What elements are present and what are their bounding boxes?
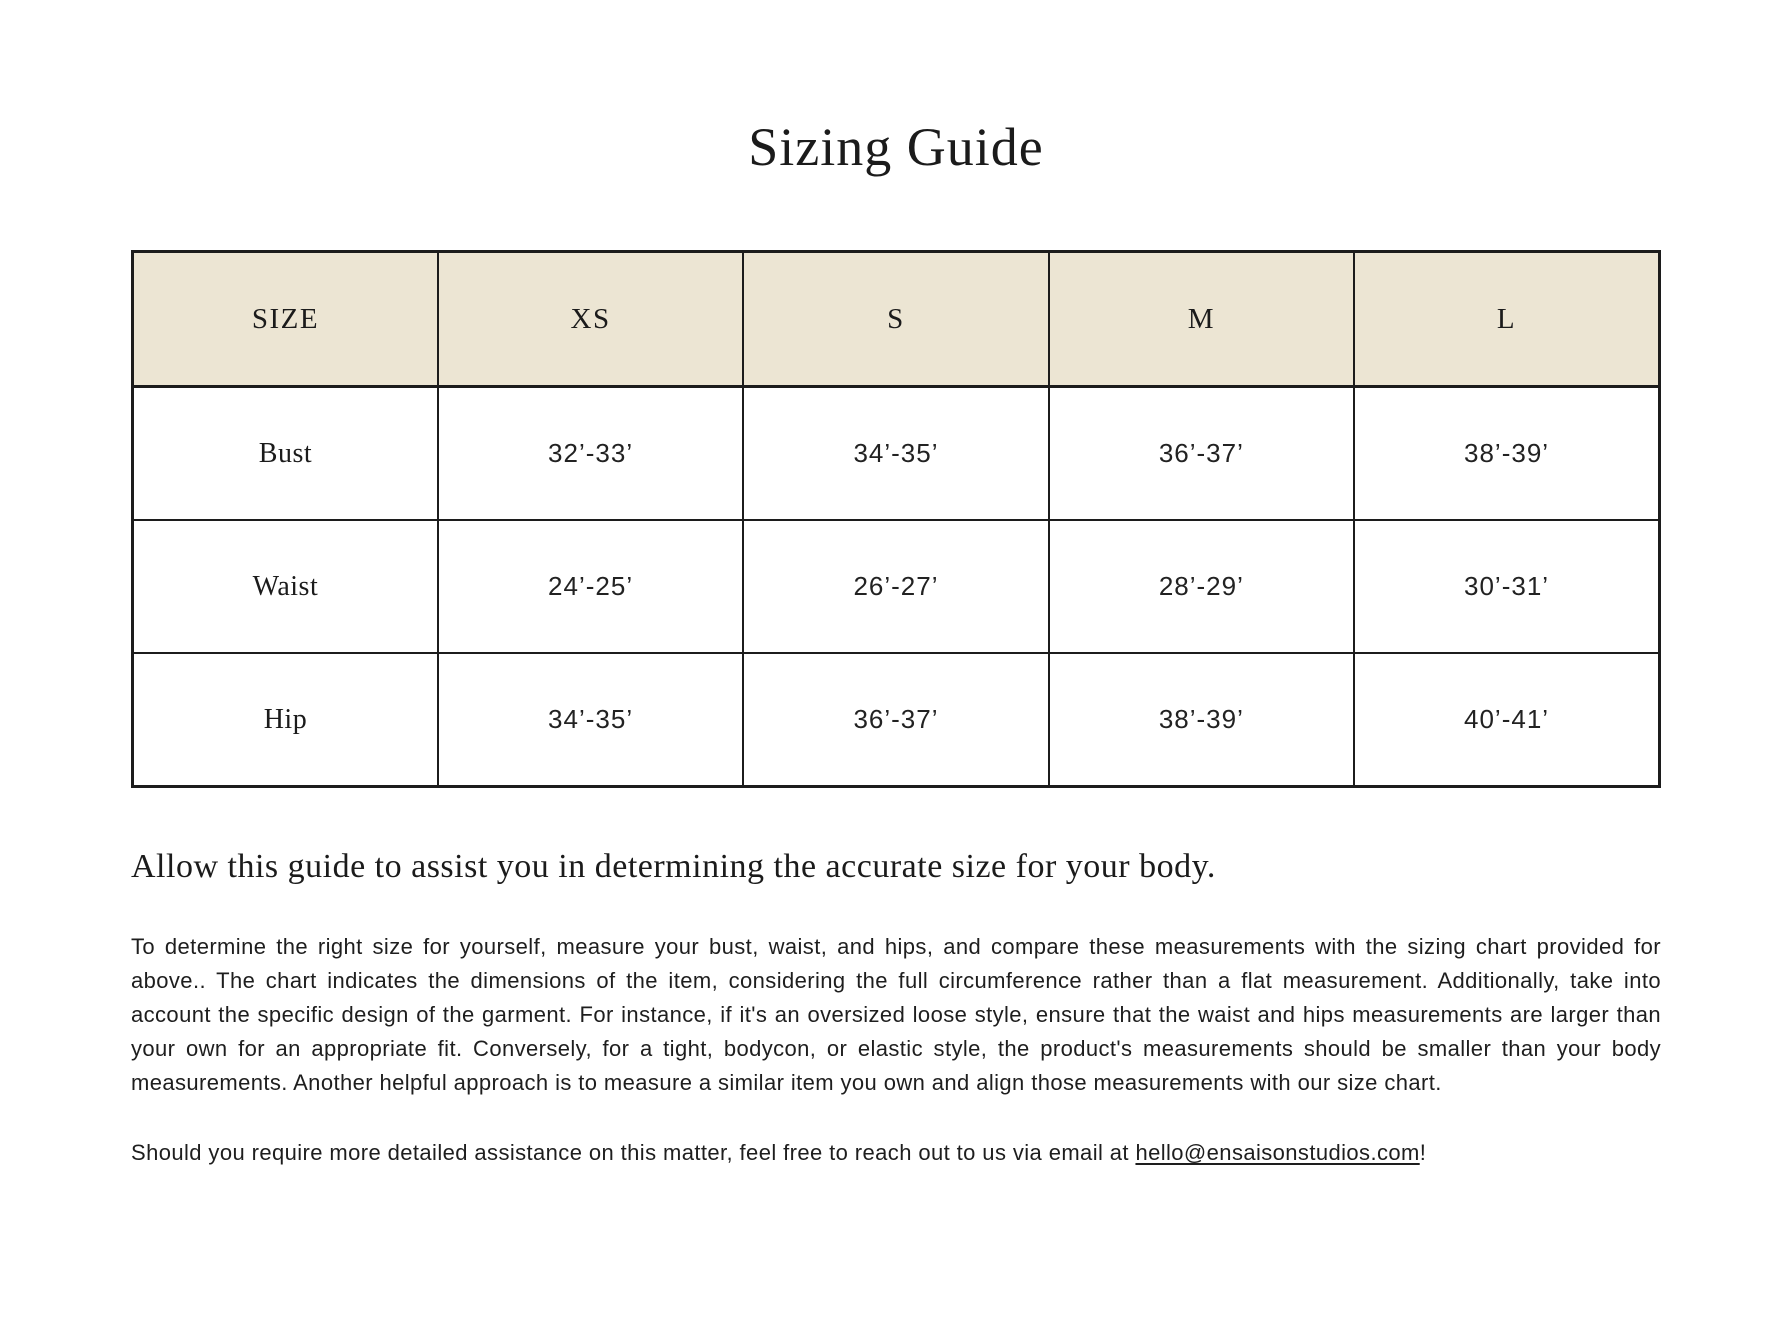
table-header-row	[133, 252, 1660, 387]
contact-line	[131, 1136, 1661, 1170]
guide-paragraph: To determine the right size for yourself, measure your bust, waist, and hips, and compare these measurements with the sizing chart provided for above.. The chart indicates the dimensions of the item, considering the full circumference rather than a flat measurement. Additionally, take into account the specific design of the garment. For instance, if it's an oversized loose style, ensure that the waist and hips measurements are larger than your own for an appropriate fit. Conversely, for a tight, bodycon, or elastic style, the product's measurements should be smaller than your body measurements. Another helpful approach is to measure a similar item you own and align those measurements with our size chart.	[131, 934, 1661, 1096]
row-label-bust: Bust	[133, 387, 438, 521]
waist-s-value: 26’-27’	[743, 520, 1048, 653]
bust-m-value: 36’-37’	[1049, 387, 1354, 521]
waist-xs-value: 24’-25’	[438, 520, 743, 653]
table-row-waist	[133, 520, 1660, 653]
column-header-size: SIZE	[133, 252, 438, 387]
hip-s-value: 36’-37’	[743, 653, 1048, 787]
bust-xs-value: 32’-33’	[438, 387, 743, 521]
contact-text-suffix: !	[1419, 1140, 1427, 1166]
column-header-s: S	[743, 252, 1048, 387]
hip-l-value: 40’-41’	[1354, 653, 1659, 787]
bust-s-value: 34’-35’	[743, 387, 1048, 521]
contact-text-prefix: Should you require more detailed assistance on this matter, feel free to reach out to us via email at	[131, 1140, 1136, 1166]
waist-l-value: 30’-31’	[1354, 520, 1659, 653]
sizing-table-header	[133, 252, 1660, 387]
sizing-table-body	[133, 387, 1660, 787]
table-row-bust	[133, 387, 1660, 521]
column-header-l: L	[1354, 252, 1659, 387]
hip-xs-value: 34’-35’	[438, 653, 743, 787]
column-header-xs: XS	[438, 252, 743, 387]
row-label-hip: Hip	[133, 653, 438, 787]
column-header-m: M	[1049, 252, 1354, 387]
hip-m-value: 38’-39’	[1049, 653, 1354, 787]
email-link[interactable]: hello@ensaisonstudios.com	[1135, 1140, 1420, 1166]
page-title: Sizing Guide	[748, 117, 1044, 177]
row-label-waist: Waist	[133, 520, 438, 653]
bust-l-value: 38’-39’	[1354, 387, 1659, 521]
table-row-hip	[133, 653, 1660, 787]
guide-subheading: Allow this guide to assist you in determining the accurate size for your body.	[131, 848, 1216, 886]
waist-m-value: 28’-29’	[1049, 520, 1354, 653]
sizing-table	[131, 250, 1661, 788]
